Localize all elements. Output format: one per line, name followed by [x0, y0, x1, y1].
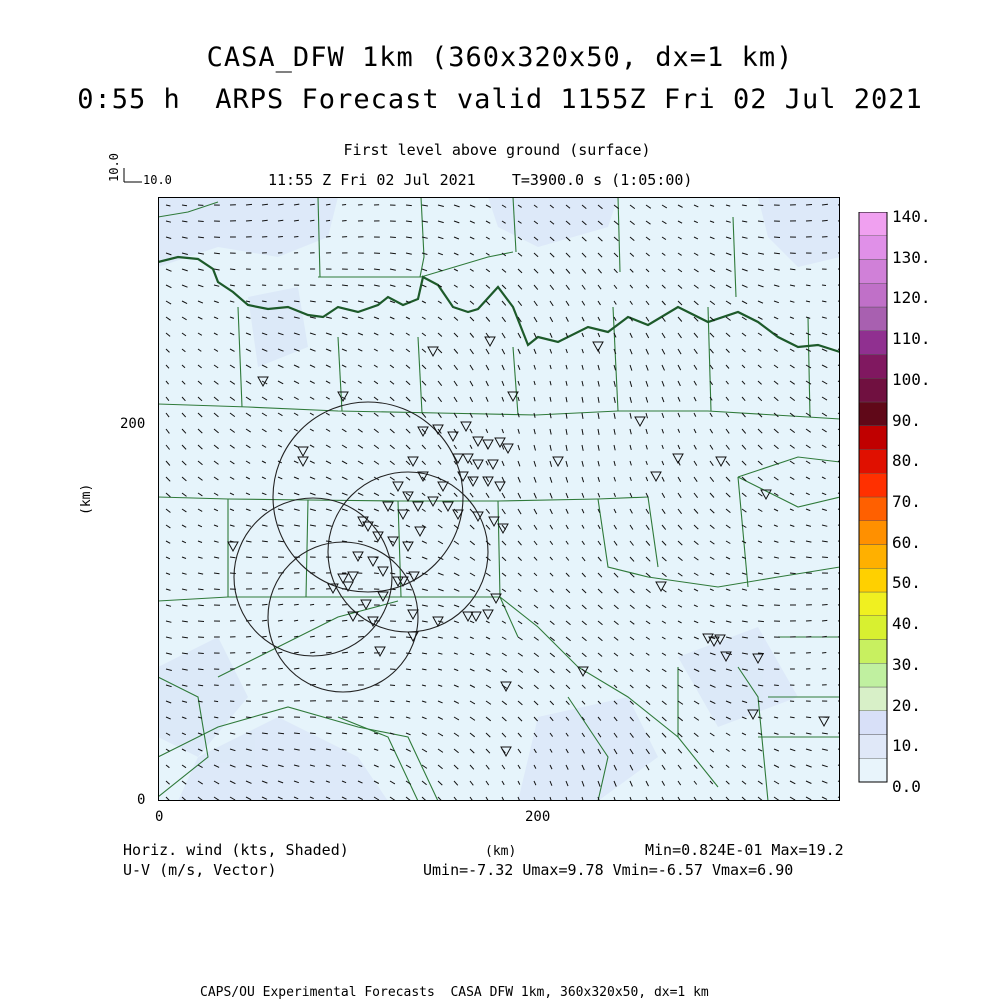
- colorbar-swatch: [859, 687, 887, 711]
- wind-vector: [294, 733, 300, 734]
- wind-vector: [326, 605, 330, 606]
- x-tick-0: 0: [155, 809, 164, 825]
- wind-vector: [822, 285, 826, 286]
- wind-vector: [406, 205, 412, 206]
- colorbar-label: 10.: [892, 736, 921, 756]
- wind-vector: [342, 620, 347, 621]
- wind-vector: [262, 620, 267, 621]
- wind-vector: [774, 589, 780, 590]
- wind-vector: [198, 621, 204, 622]
- wind-vector: [246, 717, 251, 718]
- wind-vector: [358, 269, 364, 270]
- colorbar-label: 60.: [892, 532, 921, 552]
- y-tick-200: 200: [120, 416, 146, 432]
- colorbar-label: 130.: [892, 247, 931, 267]
- wind-vector: [294, 620, 298, 621]
- wind-vector: [326, 237, 331, 238]
- wind-vector: [262, 220, 268, 221]
- wind-vector: [278, 668, 283, 669]
- wind-vector: [374, 573, 379, 574]
- min-max-label: Min=0.824E-01 Max=19.2: [645, 841, 844, 859]
- wind-vector: [278, 733, 284, 734]
- wind-vector: [806, 717, 811, 718]
- level-label: First level above ground (surface): [343, 141, 651, 159]
- wind-vector: [390, 237, 396, 238]
- colorbar-swatch: [859, 592, 887, 616]
- wind-vector: [278, 589, 284, 590]
- wind-vector: [342, 669, 348, 670]
- wind-vector: [326, 668, 332, 669]
- wind-vector: [406, 621, 412, 622]
- wind-vector: [310, 685, 316, 686]
- colorbar-label: 50.: [892, 573, 921, 593]
- wind-vector: [790, 573, 796, 574]
- wind-vector: [246, 637, 251, 638]
- reference-vector-h-label: 10.0: [143, 173, 172, 187]
- wind-vector: [342, 636, 348, 637]
- wind-vector: [406, 669, 411, 670]
- title-line1: CASA_DFW 1km (360x320x50, dx=1 km): [206, 42, 794, 73]
- colorbar-swatch: [859, 307, 887, 331]
- wind-vector: [758, 637, 764, 638]
- colorbar-swatch: [859, 236, 887, 260]
- colorbar-swatch: [859, 616, 887, 640]
- colorbar-label: 120.: [892, 288, 931, 308]
- wind-vector: [230, 573, 236, 574]
- wind-vector: [822, 557, 828, 558]
- wind-vector: [326, 620, 331, 621]
- wind-vector: [262, 636, 267, 637]
- x-tick-200: 200: [525, 809, 551, 825]
- wind-vector: [342, 205, 346, 206]
- wind-vector: [246, 204, 252, 205]
- wind-vector: [358, 717, 363, 718]
- wind-vector: [310, 541, 316, 542]
- wind-vector: [326, 541, 332, 542]
- wind-vector: [278, 620, 283, 621]
- wind-vector: [182, 205, 187, 206]
- wind-vector: [326, 285, 332, 286]
- vector-name: U-V (m/s, Vector): [123, 861, 277, 879]
- wind-vector: [822, 653, 826, 654]
- colorbar-swatch: [859, 212, 887, 236]
- colorbar-swatch: [859, 473, 887, 497]
- colorbar-swatch: [859, 355, 887, 379]
- colorbar-label: 140.: [892, 207, 931, 226]
- colorbar-label: 80.: [892, 451, 921, 471]
- wind-vector: [230, 717, 235, 718]
- y-axis-label: (km): [79, 483, 94, 515]
- wind-vector: [822, 204, 828, 205]
- wind-vector: [198, 669, 204, 670]
- wind-vector: [822, 620, 827, 621]
- wind-vector: [326, 220, 330, 221]
- wind-vector: [326, 685, 332, 686]
- y-tick-0: 0: [137, 792, 146, 808]
- wind-vector: [806, 557, 812, 558]
- colorbar-label: 40.: [892, 614, 921, 634]
- colorbar: [858, 212, 888, 784]
- wind-vector: [758, 205, 763, 206]
- wind-vector: [358, 653, 364, 654]
- wind-vector: [198, 653, 204, 654]
- wind-vector: [278, 636, 282, 637]
- colorbar-label: 70.: [892, 492, 921, 511]
- wind-vector: [294, 589, 299, 590]
- colorbar-swatch: [859, 711, 887, 735]
- wind-vector: [246, 285, 250, 286]
- wind-vector: [822, 220, 828, 221]
- colorbar-swatch: [859, 568, 887, 592]
- wind-vector: [758, 221, 764, 222]
- colorbar-swatch: [859, 402, 887, 426]
- colorbar-swatch: [859, 426, 887, 450]
- wind-vector: [278, 604, 283, 605]
- colorbar-label: 0.0: [892, 777, 921, 796]
- wind-vector: [310, 220, 314, 221]
- colorbar-label: 100.: [892, 369, 931, 389]
- wind-vector: [262, 653, 266, 654]
- colorbar-swatch: [859, 640, 887, 664]
- wind-vector: [310, 237, 314, 238]
- colorbar-swatch: [859, 758, 887, 782]
- x-axis-label: (km): [485, 844, 517, 859]
- wind-vector: [774, 237, 780, 238]
- wind-vector: [774, 701, 778, 702]
- wind-vector: [198, 221, 204, 222]
- wind-vector: [342, 221, 347, 222]
- wind-vector: [774, 685, 779, 686]
- wind-vector: [294, 668, 299, 669]
- wind-vector: [358, 637, 364, 638]
- wind-vector: [278, 541, 284, 542]
- wind-vector: [758, 621, 764, 622]
- wind-vector: [262, 604, 268, 605]
- wind-vector: [406, 653, 411, 654]
- wind-vector: [326, 733, 331, 734]
- wind-vector: [342, 285, 348, 286]
- colorbar-swatch: [859, 260, 887, 284]
- field-name: Horiz. wind (kts, Shaded): [123, 841, 349, 859]
- wind-vector: [326, 204, 330, 205]
- wind-vector: [246, 221, 252, 222]
- wind-vector: [310, 733, 316, 734]
- wind-vector: [806, 205, 812, 206]
- wind-vector: [342, 652, 348, 653]
- wind-vector: [278, 652, 282, 653]
- colorbar-label: 30.: [892, 654, 921, 674]
- credit-line: CAPS/OU Experimental Forecasts CASA DFW 1km, 360x320x50, dx=1 km: [200, 985, 709, 1000]
- wind-vector: [310, 620, 314, 621]
- wind-vector: [294, 685, 300, 686]
- wind-vector: [406, 221, 412, 222]
- wind-vector: [294, 541, 300, 542]
- wind-vector: [374, 701, 379, 702]
- wind-vector: [246, 557, 252, 558]
- wind-vector: [214, 589, 220, 590]
- wind-vector: [214, 701, 218, 702]
- colorbar-swatch: [859, 450, 887, 474]
- wind-vector: [822, 636, 827, 637]
- colorbar-swatch: [859, 663, 887, 687]
- wind-vector: [246, 621, 252, 622]
- wind-vector: [214, 253, 220, 254]
- wind-vector: [790, 269, 795, 270]
- valid-time-label: 11:55 Z Fri 02 Jul 2021 T=3900.0 s (1:05:00): [268, 171, 693, 189]
- colorbar-swatch: [859, 545, 887, 569]
- colorbar-swatch: [859, 331, 887, 355]
- reference-vector-v-label: 10.0: [107, 153, 121, 182]
- wind-vector: [806, 285, 811, 286]
- wind-vector: [390, 589, 396, 590]
- colorbar-label: 90.: [892, 410, 921, 430]
- wind-field-map: [158, 197, 840, 801]
- colorbar-swatch: [859, 497, 887, 521]
- wind-vector: [310, 604, 314, 605]
- wind-vector: [230, 269, 235, 270]
- wind-vector: [822, 605, 828, 606]
- colorbar-label: 110.: [892, 329, 931, 349]
- wind-vector: [198, 605, 204, 606]
- colorbar-label: 20.: [892, 695, 921, 715]
- wind-vector: [294, 604, 299, 605]
- wind-vector: [294, 237, 298, 238]
- colorbar-swatch: [859, 735, 887, 759]
- uv-range-label: Umin=-7.32 Umax=9.78 Vmin=-6.57 Vmax=6.90: [423, 861, 794, 879]
- colorbar-swatch: [859, 378, 887, 402]
- wind-vector: [278, 237, 283, 238]
- title-line2: 0:55 h ARPS Forecast valid 1155Z Fri 02 Jul 2021: [77, 84, 923, 115]
- wind-vector: [390, 685, 395, 686]
- colorbar-swatch: [859, 521, 887, 545]
- colorbar-swatch: [859, 283, 887, 307]
